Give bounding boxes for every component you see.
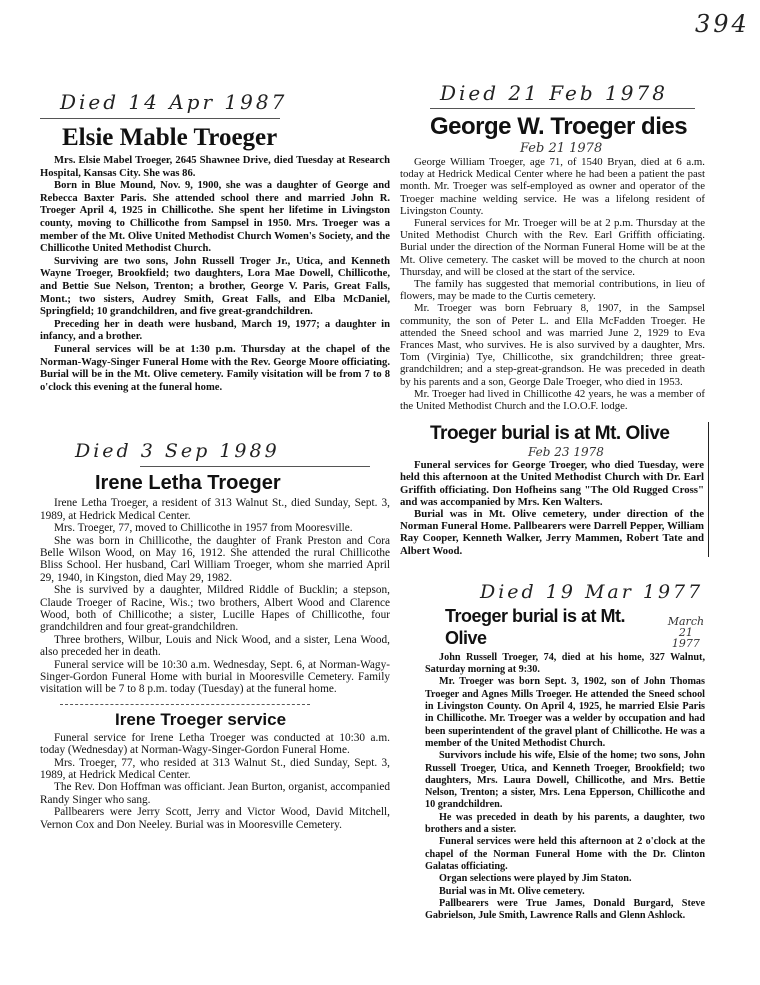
handwritten-date: Died 21 Feb 1978 xyxy=(440,81,668,105)
paragraph: Funeral services will be at 1:30 p.m. Thursday at the chapel of the Norman-Wagy-Singer Funeral Home with the Rev. George Moore officiating. Burial will be in the Mt. Olive cemetery. Family visitation will be from 7 to 8 o'clock this evening at the funeral home. xyxy=(40,343,390,393)
paragraph: Pallbearers were Jerry Scott, Jerry and Victor Wood, David Mitchell, Vernon Cox and Don Neeley. Burial was in Mooresville Cemetery. xyxy=(40,806,390,831)
paragraph: Pallbearers were True James, Donald Burgard, Steve Gabrielson, Jule Smith, Lawrence Ralls and Glenn Ashlock. xyxy=(425,897,705,922)
handwritten-note: March 21 1977 xyxy=(667,614,705,650)
page-number: 394 xyxy=(695,10,750,38)
handwritten-date: Died 14 Apr 1987 xyxy=(60,90,288,114)
paragraph: Irene Letha Troeger, a resident of 313 Walnut St., died Sunday, Sept. 3, 1989, at Hedrick Medical Center. xyxy=(40,497,390,522)
right-column xyxy=(400,80,705,922)
paragraph: The Rev. Don Hoffman was officiant. Jean Burton, organist, accompanied Randy Singer who sang. xyxy=(40,781,390,806)
handwritten-note: Feb 23 1978 xyxy=(528,445,604,460)
article-body xyxy=(400,459,704,557)
headline: George W. Troeger dies xyxy=(430,113,688,140)
clipping-george-burial xyxy=(400,422,709,557)
paragraph: The family has suggested that memorial contributions, in lieu of flowers, may be made to the Curtis cemetery. xyxy=(400,278,705,303)
handwritten-date: Died 3 Sep 1989 xyxy=(75,440,280,463)
paragraph: Preceding her in death were husband, March 19, 1977; a daughter in infancy, and a brother. xyxy=(40,318,390,343)
paragraph: Born in Blue Mound, Nov. 9, 1900, she was a daughter of George and Rebecca Baxter Paris. She attended school there and married John R. Troeger April 4, 1925 in Chillicothe. She spent her lifetime in Livingston county, moving to Chillicothe from Sampsel in 1950. Mrs. Troeger was a member of the Mt. Olive United Methodist Church Women's Society, and the Chillicothe United Methodist Church. xyxy=(40,180,390,255)
article-body xyxy=(400,156,705,412)
paragraph: Mr. Troeger was born February 8, 1907, in the Sampsel community, the son of Peter L. and Ella McFadden Troeger. He attended the Sneed school and was married June 2, 1929 to Eva Frances Mast, who survives. He is also survived by a daughter, Mrs. Tom (Virginia) Tye, Chillicothe, six grandchildren; three great-grandchildren; and a step-great-grandson. He was preceded in death by his parents and a son, George Dale Troeger, who died in 1953. xyxy=(400,302,705,388)
paragraph: Mrs. Troeger, 77, who resided at 313 Walnut St., died Sunday, Sept. 3, 1989, at Hedrick Medical Center. xyxy=(40,756,390,781)
paragraph: Funeral services for Mr. Troeger will be at 2 p.m. Thursday at the United Methodist Church with the Rev. Earl Griffith officiating. Burial under the direction of the Norman Funeral Home will be at the Mt. Olive cemetery. The casket will be moved to the church at noon Thursday, and will be closed at the start of the service. xyxy=(400,217,705,278)
divider xyxy=(140,466,370,467)
article-body xyxy=(425,652,705,923)
headline: Troeger burial is at Mt. Olive xyxy=(430,423,670,445)
headline: Troeger burial is at Mt. Olive xyxy=(445,605,626,648)
paragraph: Mrs. Troeger, 77, moved to Chillicothe in 1957 from Mooresville. xyxy=(54,522,353,535)
clipping-irene-service xyxy=(40,702,390,831)
paragraph: Mrs. Elsie Mabel Troeger, 2645 Shawnee Drive, died Tuesday at Research Hospital, Kansas City. She was 86. xyxy=(40,155,390,179)
paragraph: Funeral services were held this afternoon at 2 o'clock at the chapel of the Norman Funeral Home with the Dr. Clinton Galatas officiating. xyxy=(425,836,705,872)
paragraph: Organ selections were played by Jim Staton. xyxy=(439,873,632,885)
divider xyxy=(430,108,695,109)
handwritten-date: Died 19 Mar 1977 xyxy=(480,580,704,603)
article-body xyxy=(40,732,390,831)
paragraph: John Russell Troeger, 74, died at his home, 327 Walnut, Saturday morning at 9:30. xyxy=(425,651,705,676)
article-body xyxy=(40,155,390,394)
clipping-irene-obituary xyxy=(40,438,390,696)
paragraph: He was preceded in death by his parents, a daughter, two brothers and a sister. xyxy=(425,811,705,836)
paragraph: Mr. Troeger was born Sept. 3, 1902, son of John Thomas Troeger and Agnes Mills Troeger. He attended the Sneed school in Livingston County. On April 4, 1925, he married Elsie Paris in Chillicothe. Mr. Troeger was a welder by occupation and had been superintendent of the gravel plant of Chillicothe. He was a member of the United Methodist Church. xyxy=(425,676,705,749)
clipping-elsie-obituary xyxy=(40,88,390,394)
divider xyxy=(40,118,280,119)
paragraph: Funeral service will be 10:30 a.m. Wednesday, Sept. 6, at Norman-Wagy-Singer-Gordon Funeral Home with burial in Mooresville Cemetery. Family visitation will be 7 to 8 p.m. today (Tuesday) at the funeral home. xyxy=(40,658,390,696)
paragraph: Burial was in Mt. Olive cemetery, under direction of the Norman Funeral Home. Pallbearers were Darrell Pepper, William Ray Cooper, Kenneth Walker, Jerry Mammen, Robert Tate and Albert Wood. xyxy=(400,508,704,557)
paragraph: Survivors include his wife, Elsie of the home; two sons, John Russell Troeger, Utica, and Kenneth Troeger, Brookfield; two daughters, Mrs. Laura Dowell, Chillicothe, and Mrs. Bettie Nelson, Trenton; a sister, Mrs. Lena Epperson, Chillicothe and 10 grandchildren. xyxy=(425,750,705,811)
paragraph: Burial was in Mt. Olive cemetery. xyxy=(439,885,585,897)
clipping-george-obituary xyxy=(400,80,705,412)
paragraph: Three brothers, Wilbur, Louis and Nick Wood, and a sister, Lena Wood, also preceded her in death. xyxy=(40,633,390,659)
paragraph: She is survived by a daughter, Mildred Riddle of Bucklin; a stepson, Claude Troeger of Racine, Wis.; two brothers, Albert Wood and Clarence Wood, both of Chillicothe; a sister, Lucille Hapes of Chillicothe, four grandchildren and four great-grandchildren. xyxy=(40,584,390,634)
clipping-john-obituary xyxy=(425,579,705,923)
headline: Elsie Mable Troeger xyxy=(62,124,278,151)
paragraph: She was born in Chillicothe, the daughter of Frank Preston and Cora Belle Wilson Wood, on May 16, 1912. She attended the rural Chillicothe Bliss School. Her husband, Carl William Troeger, whom she married April 29, 1940, in Kingston, died May 29, 1982. xyxy=(40,534,390,584)
headline: Irene Troeger service xyxy=(115,709,287,729)
handwritten-note: Feb 21 1978 xyxy=(520,141,603,156)
paragraph: Funeral services for George Troeger, who died Tuesday, were held this afternoon at the United Methodist Church with Dr. Earl Griffith officiating. Don Hofheins sang "The Old Rugged Cross" and was accompanied by Mrs. Ken Walters. xyxy=(400,459,704,508)
article-body xyxy=(40,497,390,696)
paragraph: George William Troeger, age 71, of 1540 Bryan, died at 6 a.m. today at Hedrick Medical Center where he had been a patient the past month. Mr. Troeger was self-employed as owner and operator of the Troeger machine welding service. He was a lifelong resident of Livingston County. xyxy=(400,156,705,217)
headline: Irene Letha Troeger xyxy=(95,472,281,495)
paragraph: Surviving are two sons, John Russell Troger Jr., Utica, and Kenneth Wayne Troeger, Brookfield; two daughters, Lora Mae Dowell, Chillicothe, and Bettie Sue Nelson, Trenton; a brother, George V. Paris, Great Falls, Mont.; two sisters, Audrey Smith, Great Falls, and Elba McDaniel, Springfield; 10 grandchildren, and five great-grandchildren. xyxy=(40,255,390,318)
paragraph: Funeral service for Irene Letha Troeger was conducted at 10:30 a.m. today (Wednesday) at Norman-Wagy-Singer-Gordon Funeral Home. xyxy=(40,731,390,757)
left-column xyxy=(40,88,390,831)
divider xyxy=(60,704,310,705)
paragraph: Mr. Troeger had lived in Chillicothe 42 years, he was a member of the United Methodist Church and the I.O.O.F. lodge. xyxy=(400,387,705,413)
